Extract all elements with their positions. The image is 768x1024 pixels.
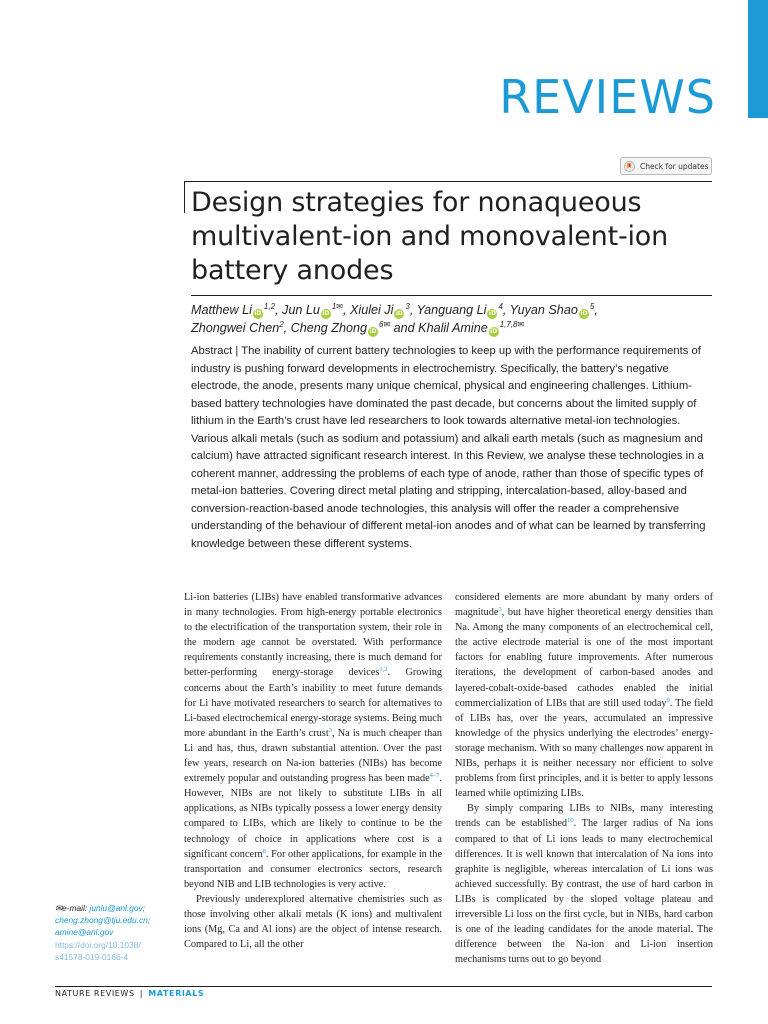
author[interactable]: Khalil Amine iD$^{1,7,8}$✉ [418,320,525,335]
title-line: multivalent-ion and monovalent-ion [191,221,669,252]
citation-link[interactable]: 1,2 [379,666,388,674]
paragraph: By simply comparing LIBs to NIBs, many interesting trends can be established$^{10}$. The larger radius of Na ions compared to that of Li ions leads to many electrochemical differences. It is well known that intercalation of Na ions into graphite is negligible, whereas intercalation of Li ions was achieved successfully. By contrast, the use of hard carbon in LIBs is complicated by the sloped voltage plateau and irreversible Li loss on the first cycle, but in NIBs, hard carbon is one of the leading candidates for the anode material. The difference between the Na-ion and Li-ion insertion mechanisms turns out to go beyond [455,803,713,966]
journal-name: NATURE REVIEWS [55,989,135,998]
orcid-icon[interactable]: iD [580,310,588,317]
envelope-icon: ✉ [55,903,63,913]
orcid-icon[interactable]: iD [490,328,498,335]
page-footer [55,989,204,998]
journal-section: MATERIALS [148,989,205,998]
author-line: Matthew Li iD$^{1,2}$, Jun Lu $iD^1✉$, Xiulei Ji $iD^3$, Yanguang Li $iD^4$, Yuyan Shao $iD^5$, [191,302,598,317]
citation-link[interactable]: 3 [328,726,332,734]
title-line: battery anodes [191,255,394,286]
footer-separator: | [139,989,144,998]
doi-link[interactable]: https://doi.org/10.1038/ [55,939,141,950]
paragraph: Previously underexplored alternative chemistries such as those involving other alkali metals (K ions) and multivalent ions (Mg, Ca and Al ions) are the object of intense research. Compared to Li, all the other [184,893,442,951]
citation-link[interactable]: 8 [262,847,266,855]
title-frame-top-rule [184,181,712,182]
email-link[interactable]: junlu@anl.gov; [89,903,146,913]
title-divider [191,295,712,296]
footer-rule [55,986,712,987]
abstract-text: The inability of current battery technologies to keep up with the performance requirements of industry is pushing forward developments in electrochemistry. Specifically, the battery’s negative electrode, the anode, presents many unique chemical, physical and engineering challenges. Lithium-based battery technologies have dominated the past decade, but concerns about the limited supply of lithium in the Earth’s crust have led researchers to look towards alternative metal-ion technologies. Various alkali metals (such as sodium and potassium) and alkali earth metals (such as magnesium and calcium) have attracted significant research interest. In this Review, we analyse these technologies in a coherent manner, addressing the problems of each type of anode, rather than those of specific types of metal-ion batteries. Covering direct metal plating and stripping, intercalation-based, alloy-based and conversion-reaction-based anode technologies, this analysis will offer the reader a comprehensive understanding of the behaviour of different metal-ion anodes and of what can be learned by transferring knowledge between these different systems. [191,345,706,550]
email-link[interactable]: cheng.zhong@tju.edu.cn; [55,915,151,926]
journal-accent-bar [748,0,768,118]
title-line: Design strategies for nonaqueous [191,187,642,218]
citation-link[interactable]: 9 [666,696,670,704]
orcid-icon[interactable]: iD [488,310,496,317]
author[interactable]: Jun Lu $iD^1✉$ [282,302,343,317]
body-column-left [184,590,442,952]
body-column-right [455,590,713,967]
paragraph: Li-ion batteries (LIBs) have enabled transformative advances in many technologies. From high-energy portable electronics to the electrification of the transportation system, their role in the modern age cannot be overstated. With performance requirements constantly increasing, there is much demand for better-performing energy-storage devices$^{1,2}$. Growing concerns about the Earth’s inability to meet future demands for Li have motivated researchers to search for alternatives to Li-based electrochemical energy-storage systems. Being much more abundant in the Earth’s crust$^3$, Na is much cheaper than Li and has, thus, drawn substantial attention. Over the past few years, research on Na-ion batteries (NIBs) has become extremely popular and outstanding progress has been made$^{4-7}$. However, NIBs are not likely to substitute LIBs in all applications, as NIBs typically possess a lower energy density compared to LIBs, which are likely to continue to be the technology of choice in applications where cost is a significant concern$^8$. For other applications, for example in the transportation and consumer electronics sectors, research beyond NIB and LIB technologies is very active. [184,592,443,890]
citation-link[interactable]: 3 [498,606,502,614]
author[interactable]: Zhongwei Chen$^2$ [191,320,284,335]
orcid-icon[interactable]: iD [395,310,403,317]
doi-link[interactable]: s41578-019-0166-4 [55,951,129,962]
author-list [191,301,721,337]
citation-link[interactable]: 10 [567,817,574,825]
check-for-updates-button[interactable] [620,157,712,175]
email-label: e-mail: [62,903,90,913]
author[interactable]: Yanguang Li $iD^4$ [416,302,503,317]
abstract-label: Abstract | [191,345,242,357]
title-frame-left-rule [184,181,185,213]
paragraph: considered elements are more abundant by many orders of magnitude$^3$, but have higher theoretical energy densities than Na. Among the many components of an electrochemical cell, the active electrode material is one of the most important factors for enabling future improvements. After numerous iterations, the development of carbon-based anodes and layered-cobalt-oxide-based cathodes enabled the initial commercialization of LIBs that are still used today$^9$. The field of LIBs has, over the years, accumulated an impressive knowledge of the physics underlying the electrodes’ energy-storage mechanism. With so many challenges now apparent in NIBs, perhaps it is neither necessary nor efficient to solve problems from first principles, and it is better to apply lessons learned while optimizing LIBs. [455,592,713,800]
correspondence-note [55,902,165,963]
abstract [191,343,713,553]
citation-link[interactable]: 4–7 [429,772,440,780]
author[interactable]: Yuyan Shao $iD^5$ [509,302,595,317]
author[interactable]: Matthew Li iD$^{1,2}$ [191,302,276,317]
article-title [191,186,711,288]
email-link[interactable]: amine@anl.gov [55,927,114,938]
journal-section-label: REVIEWS [499,70,716,124]
author-line: Zhongwei Chen$^2$, Cheng Zhong $iD^6✉$ and Khalil Amine iD$^{1,7,8}$✉ [191,320,525,335]
check-for-updates-label: Check for updates [640,161,709,171]
author[interactable]: Cheng Zhong $iD^6✉$ [290,320,391,335]
orcid-icon[interactable]: iD [322,310,330,317]
orcid-icon[interactable]: iD [369,328,377,335]
check-for-updates-icon [624,161,635,172]
author[interactable]: Xiulei Ji $iD^3$ [350,302,410,317]
orcid-icon[interactable]: iD [254,310,262,317]
